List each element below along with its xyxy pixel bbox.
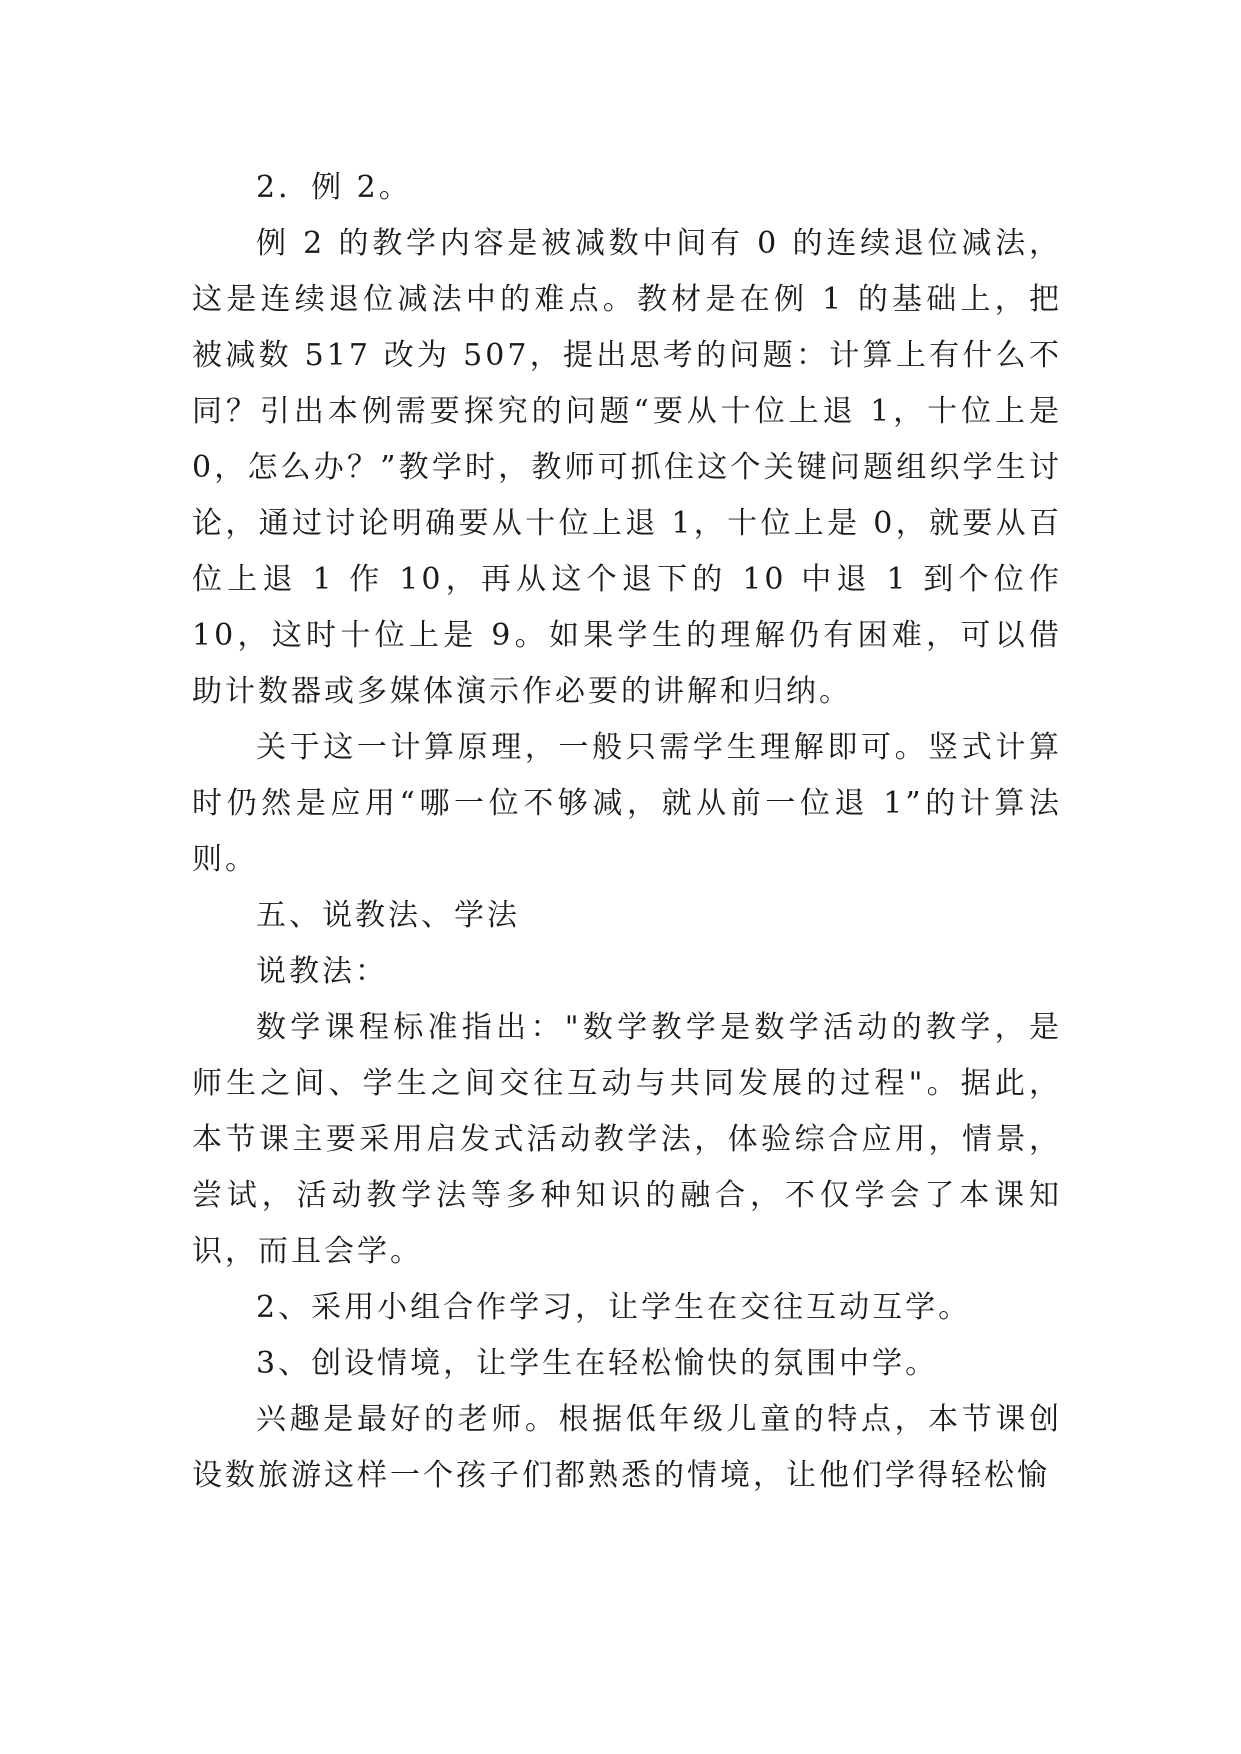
paragraph-curriculum-standard: 数学课程标准指出："数学教学是数学活动的教学，是师生之间、学生之间交往互动与共同发展的过程"。据此，本节课主要采用启发式活动教学法，体验综合应用，情景，尝试，活动教学法等多种知识的融合，不仅学会了本课知识，而且会学。 — [192, 1010, 1062, 1269]
document-body — [192, 160, 1062, 1504]
subheading-teaching-method: 说教法： — [256, 954, 388, 989]
paragraph-create-situation: 3、创设情境，让学生在轻松愉快的氛围中学。 — [256, 1346, 939, 1381]
paragraph-example-explanation: 例 2 的教学内容是被减数中间有 0 的连续退位减法，这是连续退位减法中的难点。教材是在例 1 的基础上，把被减数 517 改为 507，提出思考的问题：计算上有什么不同？引出本例需要探究的问题“要从十位上退 1，十位上是 0，怎么办？”教学时，教师可抓住这个关键问题组织学生讨论，通过讨论明确要从十位上退 1，十位上是 0，就要从百位上退 1 作 10，再从这个退下的 10 中退 1 到个位作 10，这时十位上是 9。如果学生的理解仍有困难，可以借助计数器或多媒体演示作必要的讲解和归纳。 — [192, 226, 1062, 709]
paragraph-calculation-principle: 关于这一计算原理，一般只需学生理解即可。竖式计算时仍然是应用“哪一位不够减，就从前一位退 1”的计算法则。 — [192, 730, 1062, 877]
paragraph-example-heading: 2．例 2。 — [256, 170, 412, 205]
section-heading-methods: 五、说教法、学法 — [256, 898, 520, 933]
paragraph-interest: 兴趣是最好的老师。根据低年级儿童的特点，本节课创设数旅游这样一个孩子们都熟悉的情境，让他们学得轻松愉 — [192, 1402, 1062, 1493]
paragraph-group-learning: 2、采用小组合作学习，让学生在交往互动互学。 — [256, 1290, 972, 1325]
